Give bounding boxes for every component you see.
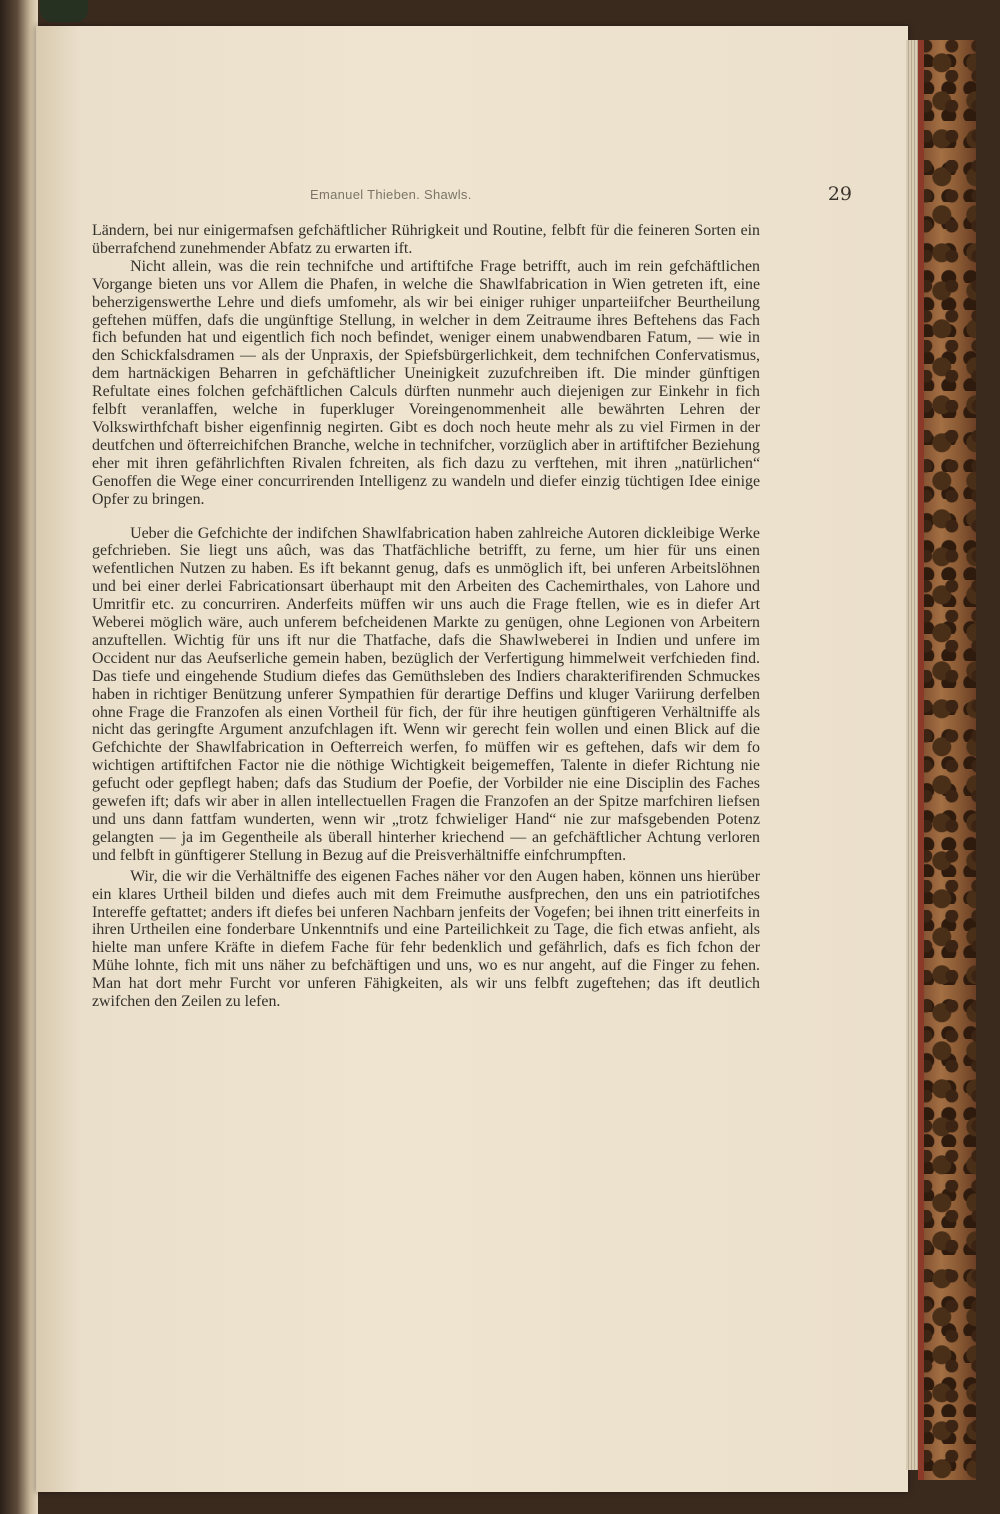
page-block-edges [906,40,918,1470]
marbled-cover [918,40,976,1480]
paragraph: Wir, die wir die Verhältniffe des eigenen Faches näher vor den Augen haben, können uns hierüber ein klares Urtheil bilden und diefes auch mit dem Freimuthe ausfprechen, den uns ein patriotifches Intereffe geftattet; anders ift diefes bei unferen Nachbarn jenfeits der Vogefen; bei ihnen tritt einerfeits in ihren Urtheilen eine fonderbare Unkenntnifs und eine Parteilichkeit zu Tage, die fich etwas anfieht, als hielte man unfere Kräfte in diefem Fache für fehr bedenklich und gefährlich, dafs es fich fchon der Mühe lohnte, fich mit uns näher zu befchäftigen und uns, wo es nur angeht, auf die Finger zu fehen. Man hat dort mehr Furcht vor unferen Fähigkeiten, als wir uns felbft zugeftehen; das ift deutlich zwifchen den Zeilen zu lefen. [92,867,760,1011]
cover-leather-edge [918,40,924,1480]
paragraph: Nicht allein, was die rein technifche und artiftifche Frage betrifft, auch im rein gefchäftlichen Vorgange bieten uns vor Allem die Phafen, in welche die Shawlfabrication in Wien getreten ift, eine beherzigenswerthe Lehre und diefs umfomehr, als wir bei einiger ruhiger unparteiifcher Beurtheilung geftehen müffen, dafs die ungünftige Stellung, in welcher in dem Zeitraume ihres Beftehens das Fach fich befunden hat und eigentlich fich noch befindet, weniger einem unabwendbaren Fatum, — wie in den Schickfalsdramen — als der Unpraxis, der Spiefsbürgerlichkeit, dem technifchen Confervatismus, dem hartnäckigen Beharren in gefchäftlicher Uneinigkeit zuzufchreiben ift. Die minder günftigen Refultate eines folchen gefchäftlichen Calculs dürften nunmehr auch diejenigen zur Einkehr in fich felbft veranlaffen, welche in fuperkluger Voreingenommenheit alle bewährten Lehren der Volkswirthfchaft bisher eigenfinnig negirten. Gibt es doch noch heute mehr als zu viel Firmen in der deutfchen und öfterreichifchen Branche, welche in technifcher, vorzüglich aber in artiftifcher Beziehung eher mit ihren gefährlichften Rivalen fchreiten, als fich dazu zu verftehen, mit ihren „natürlichen“ Genoffen die Wege einer concurrirenden Intelligenz zu wandeln und diefer einzig tüchtigen Idee einige Opfer zu bringen. [92,257,760,508]
paragraph-continuation: Ländern, bei nur einigermafsen gefchäftlicher Rührigkeit und Routine, felbft für die feineren Sorten ein überrafchend zunehmender Abfatz zu erwarten ift. [92,222,760,257]
paragraph: Ueber die Gefchichte der indifchen Shawlfabrication haben zahlreiche Autoren dickleibige Werke gefchrieben. Sie liegt uns aûch, was das Thatfächliche betrifft, zu ferne, um hier für uns einen wefentlichen Nutzen zu haben. Es ift bekannt genug, dafs es unmöglich ift, bei unferen Arbeitslöhnen und bei einer derlei Fabricationsart überhaupt mit den Arbeiten des Cachemirthales, von Lahore und Umritfir etc. zu concurriren. Anderfeits müffen wir uns auch die Frage ftellen, wie es in diefer Art Weberei möglich wäre, auch unferem befcheidenen Markte zu genügen, ohne Legionen von Arbeitern anzuftellen. Wichtig für uns ift nur die Thatfache, dafs die Shawlweberei in Indien und unfere im Occident nur das Aeufserliche gemein haben, bezüglich der Verfertigung himmelweit verfchieden find. Das tiefe und eingehende Studium diefes das Gemüthsleben des Indiers charakterifirenden Schmuckes haben in richtiger Benützung unferer Sympathien für derartige Deffins und kluger Variirung derfelben ohne Frage die Franzofen als einen Vortheil für fich, der für ihre heutigen günftigeren Verhältniffe als nicht das geringfte Argument anzufchlagen ift. Wenn wir gerecht fein wollen und einen Blick auf die Gefchichte der Shawlfabrication in Oefterreich werfen, fo müffen wir es geftehen, dafs wir dem fo wichtigen artiftifchen Factor nie die nöthige Wichtigkeit beigemeffen, Talente in diefer Richtung nie gefucht oder gepflegt haben; dafs das Studium der Poefie, der Vorbilder nie eine Disciplin des Faches gewefen ift; dafs wir aber in allen intellectuellen Fragen die Franzofen an der Spitze marfchiren liefsen und uns dann fattfam wunderten, wenn wir „trotz fchwieliger Hand“ nie zur mafsgebenden Potenz gelangten — ja im Gegentheile als überall hinterher kriechend — an gefchäftlicher Achtung verloren und felbft in günftigerer Stellung in Bezug auf die Preisverhältniffe einfchrumpften. [92,524,760,864]
body-text [92,222,760,1011]
running-head: Emanuel Thieben. Shawls. [310,187,472,202]
bookmark-ribbon [40,0,88,22]
left-page-edge [0,0,38,1514]
page-number: 29 [827,183,852,205]
page-header [150,183,900,213]
